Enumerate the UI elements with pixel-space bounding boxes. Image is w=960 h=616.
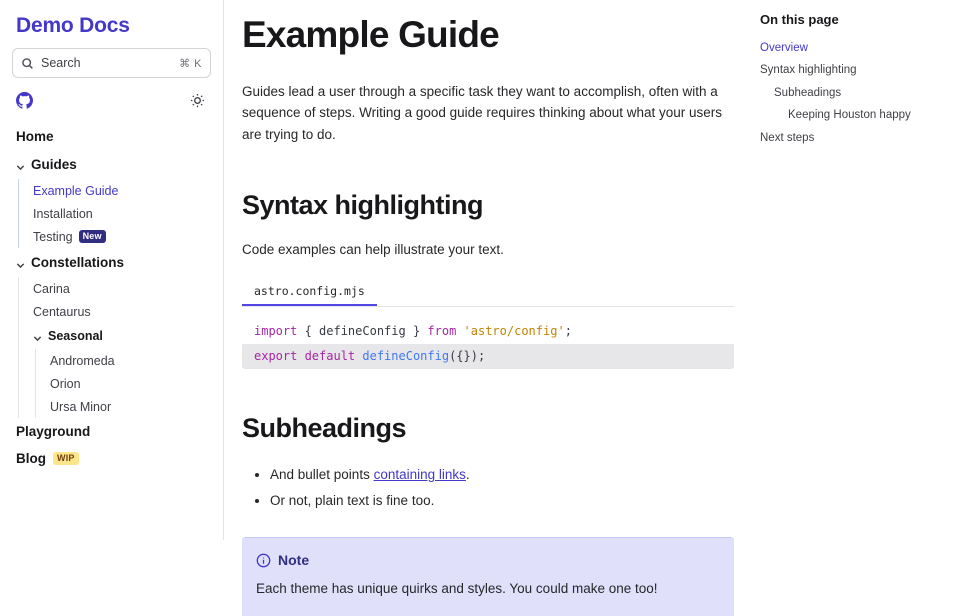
intro-paragraph: Guides lead a user through a specific task they want to accomplish, often with a sequence of steps. Writing a good guide requires thinking about what your users are trying to do.	[242, 83, 723, 143]
toc-title: On this page	[760, 12, 839, 27]
sidebar-item-home[interactable]: Home	[16, 129, 54, 144]
status-badge-wip: WIP	[53, 452, 79, 466]
sidebar-item-blog[interactable]	[12, 445, 211, 472]
github-icon[interactable]	[16, 92, 33, 109]
toc-item-next-steps[interactable]: Next steps	[760, 131, 815, 144]
sidebar-item-blog-label: Blog	[16, 451, 46, 466]
toc-item-syntax-highlighting[interactable]: Syntax highlighting	[760, 64, 857, 77]
sidebar-item-playground[interactable]: Playground	[16, 424, 91, 439]
chevron-down-icon	[16, 160, 25, 169]
bullet-list	[270, 462, 734, 513]
sidebar-item-ursa-minor[interactable]: Ursa Minor	[50, 399, 112, 414]
note-callout	[242, 537, 734, 616]
chevron-down-icon	[16, 258, 25, 267]
sidebar-item-example-guide[interactable]: Example Guide	[33, 183, 119, 198]
search-icon	[21, 57, 34, 70]
toc-item-subheadings[interactable]: Subheadings	[774, 86, 842, 99]
list-item: • Or not, plain text is fine too.	[270, 488, 734, 514]
bullet-text-before: And bullet points	[270, 467, 374, 483]
heading-subheadings: Subheadings	[242, 413, 407, 444]
code-body	[242, 307, 734, 368]
note-header	[256, 552, 720, 568]
code-tab-bar	[242, 277, 734, 307]
syntax-paragraph: Code examples can help illustrate your text.	[242, 242, 504, 258]
sidebar-group-constellations-children	[18, 277, 211, 418]
page-title: Example Guide	[242, 14, 499, 55]
sidebar-item-orion[interactable]: Orion	[50, 376, 81, 391]
search-placeholder: Search	[41, 56, 81, 70]
heading-syntax-highlighting: Syntax highlighting	[242, 190, 483, 221]
main-content	[224, 0, 752, 597]
sidebar-group-guides[interactable]	[12, 150, 211, 179]
note-text: Each theme has unique quirks and styles. You could make one too!	[256, 581, 658, 597]
status-badge-new: New	[79, 230, 106, 244]
sidebar-item-testing[interactable]	[29, 225, 211, 248]
table-of-contents	[752, 0, 960, 540]
search-shortcut-hint: ⌘ K	[179, 57, 202, 70]
code-block	[242, 277, 734, 369]
info-icon	[256, 553, 271, 568]
sidebar-group-constellations-label: Constellations	[31, 255, 125, 270]
sidebar-nav	[12, 119, 211, 472]
article	[242, 14, 734, 616]
toc-item-keeping-houston-happy[interactable]: Keeping Houston happy	[788, 109, 911, 122]
list-item	[270, 462, 734, 488]
sidebar-group-seasonal-label: Seasonal	[48, 329, 103, 343]
sidebar-item-carina[interactable]: Carina	[33, 281, 70, 296]
code-tab-filename[interactable]: astro.config.mjs	[242, 277, 377, 306]
code-line: import { defineConfig } from 'astro/config';	[254, 323, 572, 338]
sidebar-group-guides-children	[18, 179, 211, 248]
sidebar-icon-row	[12, 78, 211, 119]
code-line-highlighted: export default defineConfig({});	[242, 344, 734, 369]
sidebar-item-centaurus[interactable]: Centaurus	[33, 304, 91, 319]
brand-title[interactable]: Demo Docs	[16, 14, 130, 37]
chevron-down-icon	[33, 332, 42, 341]
sidebar	[0, 0, 224, 540]
bullet-text-after: .	[465, 467, 470, 483]
sidebar-group-guides-label: Guides	[31, 157, 77, 172]
toc-item-overview[interactable]: Overview	[760, 41, 808, 54]
sidebar-group-constellations[interactable]	[12, 248, 211, 277]
sidebar-group-seasonal-children	[35, 349, 211, 418]
note-title: Note	[278, 552, 310, 569]
inline-link[interactable]: containing links	[373, 467, 466, 483]
sidebar-item-testing-label: Testing	[33, 229, 73, 244]
sidebar-item-installation[interactable]: Installation	[33, 206, 93, 221]
sidebar-group-seasonal[interactable]	[29, 323, 211, 349]
sun-icon[interactable]	[190, 93, 205, 108]
search-input[interactable]	[12, 48, 211, 78]
sidebar-item-andromeda[interactable]: Andromeda	[50, 353, 115, 368]
